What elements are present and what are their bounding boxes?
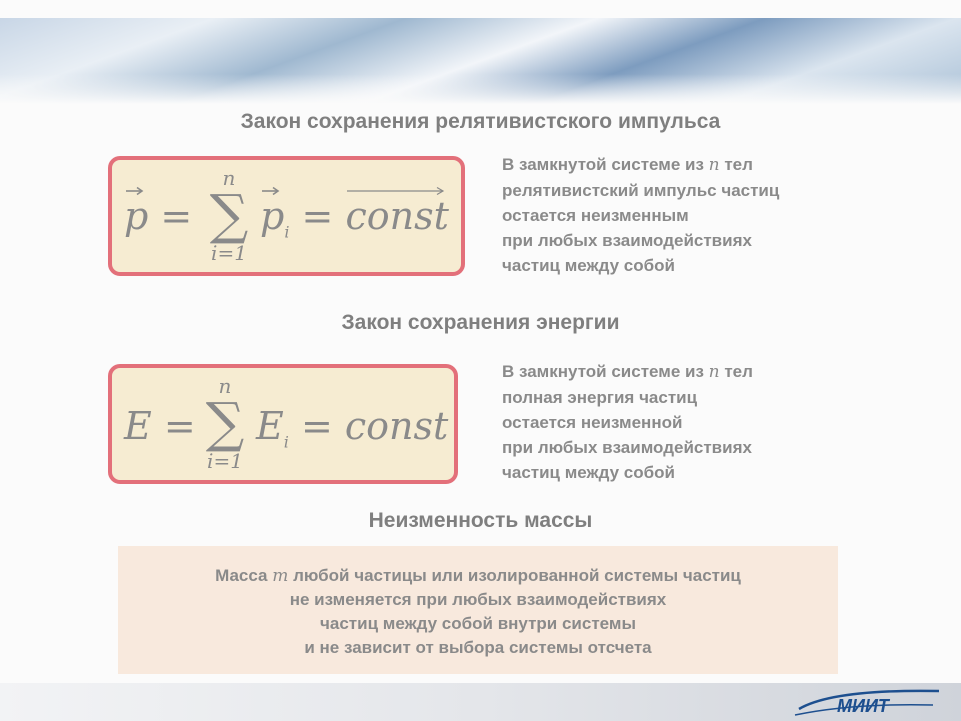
energy-description: В замкнутой системе из n тел полная энергия частиц остается неизменной при любых взаимодействиях частиц между собой	[502, 362, 753, 482]
momentum-lhs: p =	[124, 194, 192, 238]
energy-formula-box	[108, 364, 458, 484]
vector-const: const	[345, 194, 448, 238]
vector-pi: $p_i$	[260, 194, 289, 242]
sum-operator	[198, 376, 252, 472]
header-banner	[0, 18, 961, 104]
sigma-icon: ∑	[209, 183, 249, 246]
momentum-formula-box	[108, 156, 465, 276]
heading-mass: Неизменность массы	[368, 509, 593, 532]
sum-operator	[202, 168, 256, 264]
vector-arrow-icon	[345, 186, 445, 196]
mass-invariance-text: Масса m любой частицы или изолированной системы частиц не изменяется при любых взаимодействиях частиц между собой внутри системы и не зависит от выбора системы отсчета	[215, 566, 741, 657]
sum-upper-limit: n	[222, 166, 236, 190]
mass-invariance-box	[118, 546, 838, 674]
miit-logo	[793, 685, 943, 719]
sum-lower-limit: i=1	[207, 449, 243, 473]
sum-upper-limit: n	[218, 374, 232, 398]
momentum-rhs: $p_i$ = const	[260, 194, 449, 242]
logo-text: МИИТ	[837, 696, 889, 716]
energy-rhs: $E_i$ = const	[256, 404, 449, 452]
vector-p: p	[124, 194, 148, 238]
sum-lower-limit: i=1	[211, 241, 247, 265]
energy-lhs: E =	[124, 404, 196, 448]
heading-energy: Закон сохранения энергии	[341, 311, 620, 334]
momentum-description: В замкнутой системе из n тел релятивистский импульс частиц остается неизменным при любых взаимодействиях частиц между собой	[502, 155, 780, 275]
heading-momentum: Закон сохранения релятивистского импульса	[240, 110, 721, 133]
vector-arrow-icon	[124, 186, 144, 196]
sigma-icon: ∑	[205, 391, 245, 454]
vector-arrow-icon	[260, 186, 280, 196]
